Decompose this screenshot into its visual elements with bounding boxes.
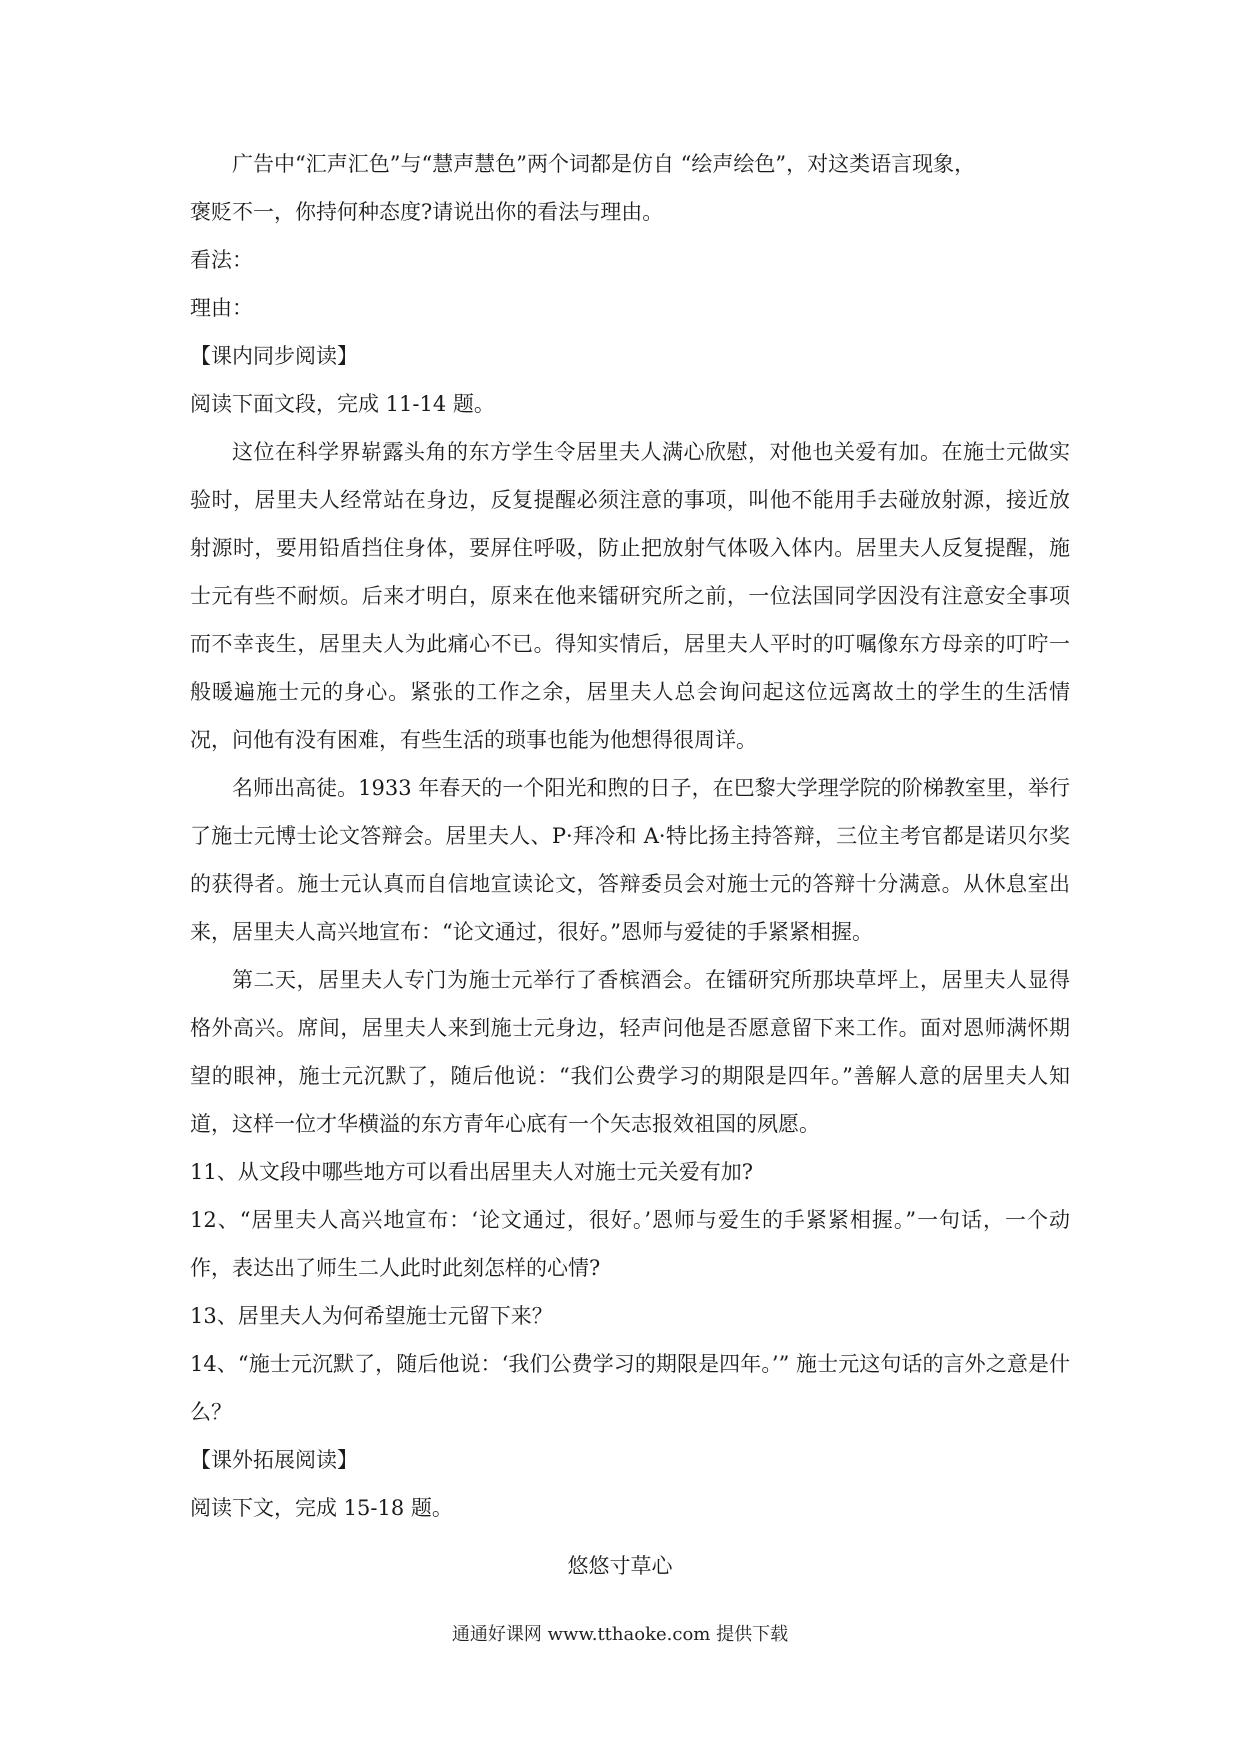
document-body [190,140,1070,1532]
question-item: 13、居里夫人为何希望施士元留下来？ [190,1304,553,1328]
in-class-instruction: 阅读下面文段，完成 11-14 题。 [190,392,495,416]
page-footer: 通通好课网 www.tthaoke.com 提供下载 [451,1624,789,1645]
intro-question-line1: 广告中“汇声汇色”与“慧声慧色”两个词都是仿自 “绘声绘色”，对这类语言现象， [232,152,976,176]
article-title: 悠悠寸草心 [567,1554,673,1578]
intro-question-line2: 褒贬不一，你持何种态度?请说出你的看法与理由。 [190,200,664,224]
reason-label: 理由： [190,296,253,320]
question-item: 12、“居里夫人高兴地宣布：‘论文通过，很好。’恩师与爱生的手紧紧相握。”一句话，一个动作，表达出了师生二人此时此刻怎样的心情? [190,1208,1070,1280]
passage-paragraph: 这位在科学界崭露头角的东方学生令居里夫人满心欣慰，对他也关爱有加。在施士元做实验时，居里夫人经常站在身边，反复提醒必须注意的事项，叫他不能用手去碰放射源，接近放射源时，要用铅盾挡住身体，要屏住呼吸，防止把放射气体吸入体内。居里夫人反复提醒，施士元有些不耐烦。后来才明白，原来在他来镭研究所之前，一位法国同学因没有注意安全事项而不幸丧生，居里夫人为此痛心不已。得知实情后，居里夫人平时的叮嘱像东方母亲的叮咛一般暖遍施士元的身心。紧张的工作之余，居里夫人总会询问起这位远离故土的学生的生活情况，问他有没有困难，有些生活的琐事也能为他想得很周详。 [190,440,1070,752]
extra-instruction: 阅读下文，完成 15-18 题。 [190,1496,453,1520]
passage-paragraph: 名师出高徒。1933 年春天的一个阳光和煦的日子，在巴黎大学理学院的阶梯教室里，举行了施士元博士论文答辩会。居里夫人、P·拜冷和 A·特比扬主持答辩，三位主考官都是诺贝尔奖的获得者。施士元认真而自信地宣读论文，答辩委员会对施士元的答辩十分满意。从休息室出来，居里夫人高兴地宣布：“论文通过，很好。”恩师与爱徒的手紧紧相握。 [190,776,1070,944]
extra-heading: 【课外拓展阅读】 [190,1448,358,1472]
in-class-heading: 【课内同步阅读】 [190,344,358,368]
question-item: 14、“施士元沉默了，随后他说：‘我们公费学习的期限是四年。’” 施士元这句话的言外之意是什么？ [190,1352,1070,1424]
view-label: 看法： [190,248,253,272]
passage-paragraph: 第二天，居里夫人专门为施士元举行了香槟酒会。在镭研究所那块草坪上，居里夫人显得格外高兴。席间，居里夫人来到施士元身边，轻声问他是否愿意留下来工作。面对恩师满怀期望的眼神，施士元沉默了，随后他说：“我们公费学习的期限是四年。”善解人意的居里夫人知道，这样一位才华横溢的东方青年心底有一个矢志报效祖国的夙愿。 [190,968,1070,1136]
question-item: 11、从文段中哪些地方可以看出居里夫人对施士元关爱有加? [190,1160,753,1184]
